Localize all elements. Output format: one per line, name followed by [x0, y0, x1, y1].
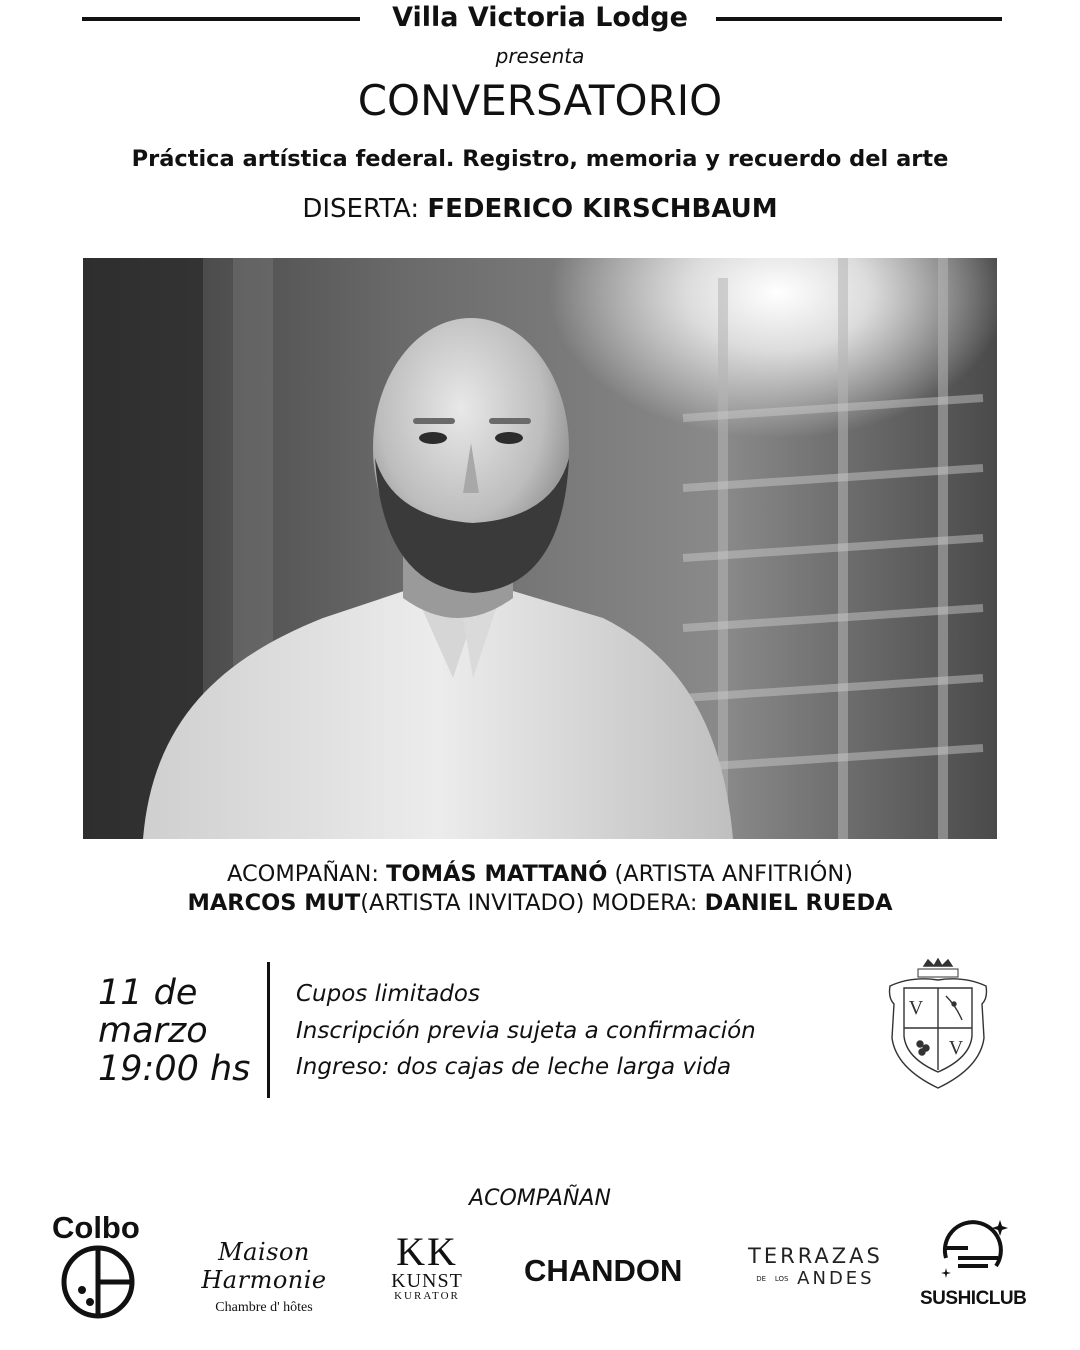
credits-block [0, 860, 1080, 918]
info-item: Inscripción previa sujeta a confirmación [296, 1017, 756, 1044]
sushiclub-logo-icon [938, 1218, 1008, 1289]
terrazas-line2 [748, 1268, 883, 1290]
credits-line-2 [0, 889, 1080, 918]
terrazas-andes: ANDES [797, 1268, 875, 1289]
info-item: Ingreso: dos cajas de leche larga vida [296, 1054, 732, 1080]
speaker-line [0, 194, 1080, 224]
chandon-logo: CHANDON [524, 1253, 683, 1288]
kunst-kurator-logo [386, 1229, 468, 1302]
villa-victoria-crest-icon [884, 958, 992, 1092]
event-subtitle: Práctica artística federal. Registro, memoria y recuerdo del arte [131, 146, 949, 172]
acompanan-label: ACOMPAÑAN: [226, 861, 379, 887]
host-role: (ARTISTA ANFITRIÓN) [614, 861, 854, 887]
date-day: 11 de [98, 973, 198, 1013]
event-title: CONVERSATORIO [357, 76, 723, 125]
crest-letter-left: V [908, 997, 924, 1019]
terrazas-los: LOS [774, 1275, 789, 1283]
info-item: Cupos limitados [296, 981, 480, 1007]
terrazas-line1: TERRAZAS [748, 1244, 883, 1268]
moderator-name: DANIEL RUEDA [704, 890, 893, 916]
host-name: TOMÁS MATTANÓ [386, 861, 608, 887]
sushiclub-logo-text: SUSHICLUB [920, 1288, 1027, 1309]
moderator-label: MODERA: [591, 890, 698, 916]
sponsors-title: ACOMPAÑAN [469, 1186, 611, 1211]
kunst-line2: KURATOR [394, 1290, 460, 1302]
speaker-name: FEDERICO KIRSCHBAUM [427, 194, 778, 224]
venue-name: Villa Victoria Lodge [392, 2, 688, 33]
terrazas-de: DE [756, 1275, 767, 1283]
kunst-line1: KUNST [391, 1270, 463, 1292]
maison-sub: Chambre d' hôtes [215, 1300, 313, 1315]
date-month: marzo [98, 1011, 208, 1051]
guest-name: MARCOS MUT [187, 890, 361, 916]
crest-letter-right: V [948, 1037, 964, 1059]
speaker-photo [83, 258, 997, 839]
presenta-label: presenta [495, 44, 585, 68]
info-divider [267, 962, 270, 1098]
guest-role: (ARTISTA INVITADO) [360, 890, 585, 916]
event-info [296, 976, 756, 1086]
colbo-logo-text: Colbo [52, 1210, 140, 1245]
terrazas-de-los-andes-logo [748, 1244, 883, 1290]
colbo-logo-icon [60, 1244, 136, 1325]
event-time: 19:00 hs [98, 1049, 251, 1089]
event-date [98, 974, 250, 1088]
maison-script: Maison Harmonie [201, 1238, 327, 1294]
credits-line-1 [0, 860, 1080, 889]
kunst-mark: KK [396, 1229, 458, 1274]
diserta-label: DISERTA: [302, 194, 420, 224]
maison-harmonie-logo [172, 1238, 356, 1316]
